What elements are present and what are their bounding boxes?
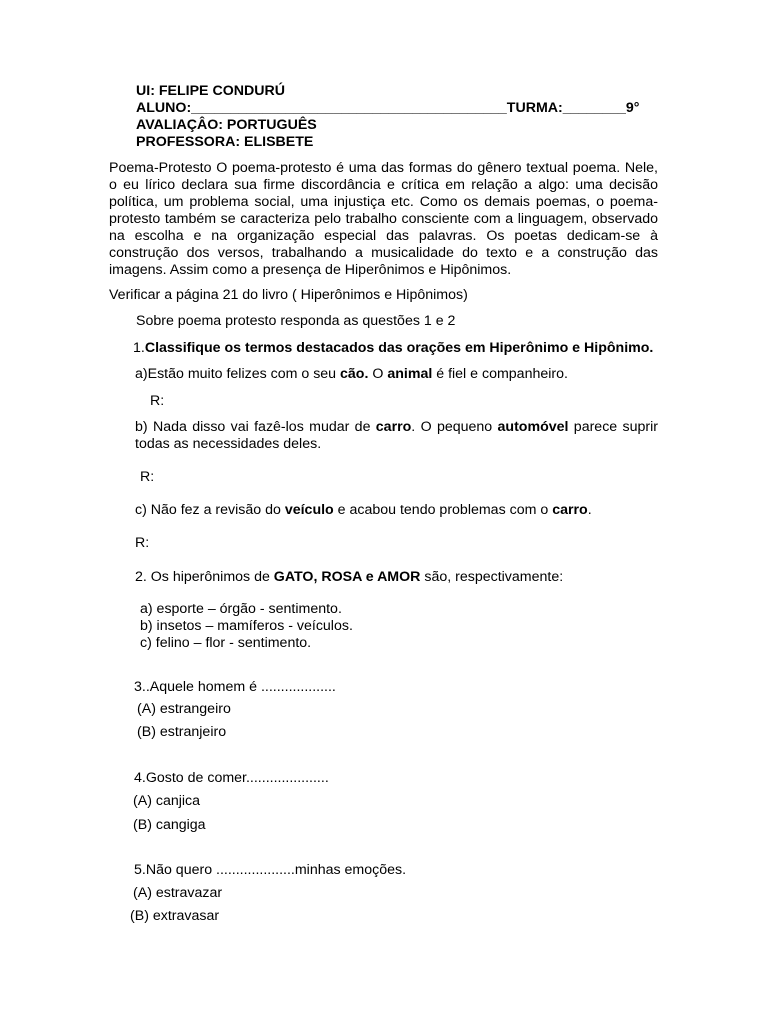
header-aluno-turma: ALUNO:________________________________________TURMA:________9° — [136, 100, 640, 116]
question-1c — [135, 502, 592, 519]
question-1-number: 1. — [133, 340, 145, 356]
q5-option-a: (A) estravazar — [133, 885, 223, 901]
q1a-text-3: é fiel e companheiro. — [432, 366, 568, 382]
questions-instruction: Sobre poema protesto responda as questões 1 e 2 — [136, 313, 456, 329]
question-1b — [135, 419, 658, 453]
intro-paragraph: Poema-Protesto O poema-protesto é uma das formas do gênero textual poema. Nele, o eu lírico declara sua firme discordância e crítica em relação a algo: uma decisão política, um problema social, uma injustiça etc. Como os demais poemas, o poema-protesto também se caracteriza pelo trabalho consciente com a linguagem, observado na escolha e na organização especial das palavras. Os poetas dedicam-se à construção dos versos, trabalhando a musicalidade do texto e a construção das imagens. Assim como a presença de Hiperônimos e Hipônimos. — [109, 160, 658, 278]
q1c-term-1: veículo — [284, 502, 334, 518]
question-2 — [135, 569, 563, 586]
header-ui: UI: FELIPE CONDURÚ — [136, 83, 285, 99]
q2-terms: GATO, ROSA e AMOR — [273, 569, 421, 585]
q1c-term-2: carro — [552, 502, 588, 518]
question-4: 4.Gosto de comer..................... — [134, 770, 329, 786]
q4-option-a: (A) canjica — [133, 793, 201, 809]
q1b-text-1: b) Nada disso vai fazê-los mudar de — [135, 419, 376, 435]
q2-option-c: c) felino – flor - sentimento. — [140, 635, 312, 651]
q1a-text-1: a)Estão muito felizes com o seu — [135, 366, 341, 382]
q1a-term-2: animal — [387, 366, 433, 382]
q1a-term-1: cão. — [340, 366, 369, 382]
answer-label-1c: R: — [135, 535, 150, 551]
question-5: 5.Não quero ....................minhas emoções. — [134, 862, 407, 878]
q3-option-b: (B) estranjeiro — [137, 724, 227, 740]
q1b-text-2: . O pequeno — [411, 419, 498, 435]
q1b-text-3: parece suprir todas as necessidades deles. — [135, 419, 658, 452]
answer-label-1a: R: — [150, 393, 165, 409]
verify-instruction: Verificar a página 21 do livro ( Hiperônimos e Hipônimos) — [109, 287, 468, 303]
header-avaliacao: AVALIAÇÂO: PORTUGUÊS — [136, 117, 317, 133]
header-professora: PROFESSORA: ELISBETE — [136, 134, 314, 150]
q1c-text-3: . — [587, 502, 592, 518]
q2-option-a: a) esporte – órgão - sentimento. — [140, 601, 342, 617]
q2-text-2: são, respectivamente: — [420, 569, 564, 585]
q4-option-b: (B) cangiga — [133, 817, 206, 833]
question-1a — [135, 366, 568, 383]
q3-option-a: (A) estrangeiro — [137, 701, 231, 717]
q1b-term-2: automóvel — [497, 419, 569, 435]
question-1-title — [133, 340, 653, 357]
q1c-text-2: e acabou tendo problemas com o — [333, 502, 553, 518]
q1a-text-2: O — [368, 366, 388, 382]
answer-label-1b: R: — [140, 469, 155, 485]
question-3: 3..Aquele homem é ................... — [134, 679, 336, 695]
q1b-term-1: carro — [375, 419, 412, 435]
q1c-text-1: c) Não fez a revisão do — [135, 502, 285, 518]
question-1-text: Classifique os termos destacados das orações em Hiperônimo e Hipônimo. — [144, 340, 654, 356]
q5-option-b: (B) extravasar — [130, 908, 220, 924]
q2-option-b: b) insetos – mamíferos - veículos. — [140, 618, 353, 634]
q2-text-1: 2. Os hiperônimos de — [135, 569, 274, 585]
